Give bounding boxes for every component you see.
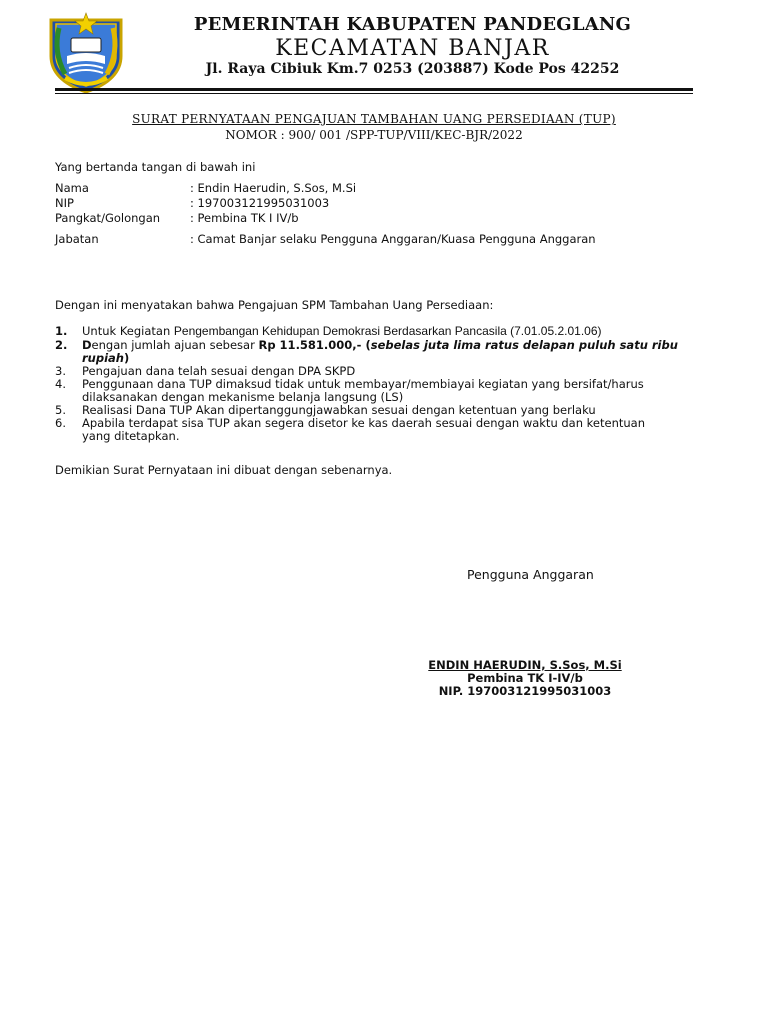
signature-name: ENDIN HAERUDIN, S.Sos, M.Si xyxy=(428,658,622,672)
field-value-pangkat: : Pembina TK I IV/b xyxy=(190,211,299,225)
item2-amount-words-line2: rupiah xyxy=(82,351,124,365)
letterhead-divider-thick xyxy=(55,88,693,91)
item5-text: Realisasi Dana TUP Akan dipertanggungjawabkan sesuai dengan ketentuan yang berlaku xyxy=(82,403,596,417)
closing-text: Demikian Surat Pernyataan ini dibuat dengan sebenarnya. xyxy=(55,463,393,477)
item2-amount: Rp 11.581.000,- xyxy=(258,338,362,352)
list-number: 1. xyxy=(55,324,68,338)
document-title: SURAT PERNYATAAN PENGAJUAN TAMBAHAN UANG PERSEDIAAN (TUP) xyxy=(132,112,616,126)
statement-text: Dengan ini menyatakan bahwa Pengajuan SPM Tambahan Uang Persediaan: xyxy=(55,298,494,312)
letterhead-divider-thin xyxy=(55,93,693,94)
item6-line2: yang ditetapkan. xyxy=(82,429,180,443)
item6-line1: Apabila terdapat sisa TUP akan segera disetor ke kas daerah sesuai dengan waktu dan ketentuan xyxy=(82,416,646,430)
field-label-jabatan: Jabatan xyxy=(55,232,99,246)
list-number: 3. xyxy=(55,364,66,378)
item1-prefix: Untuk Kegiatan xyxy=(82,324,174,338)
item4-line2: dilaksanakan dengan mekanisme belanja langsung (LS) xyxy=(82,390,404,404)
item2-paren-close: ) xyxy=(123,351,130,365)
regency-coat-of-arms-icon xyxy=(45,12,127,94)
item2-amount-words-line1: sebelas juta lima ratus delapan puluh satu ribu xyxy=(370,338,678,352)
letterhead-address: Jl. Raya Cibiuk Km.7 0253 (203887) Kode Pos 42252 xyxy=(205,61,620,77)
item4-line1: Penggunaan dana TUP dimaksud tidak untuk membayar/membiayai kegiatan yang bersifat/harus xyxy=(82,377,644,391)
list-number: 4. xyxy=(55,377,66,391)
field-value-nama: : Endin Haerudin, S.Sos, M.Si xyxy=(190,181,357,195)
list-number: 5. xyxy=(55,403,66,417)
list-number: 2. xyxy=(55,338,68,352)
field-label-pangkat: Pangkat/Golongan xyxy=(55,211,161,225)
item1-activity: Pengembangan Kehidupan Demokrasi Berdasarkan Pancasila (7.01.05.2.01.06) xyxy=(173,324,602,338)
signature-rank: Pembina TK I-IV/b xyxy=(467,671,583,685)
item2-first-letter: D xyxy=(82,338,92,352)
signature-nip: NIP. 197003121995031003 xyxy=(438,684,612,698)
list-number: 6. xyxy=(55,416,66,430)
field-value-nip: : 197003121995031003 xyxy=(190,196,330,210)
field-label-nama: Nama xyxy=(55,181,89,195)
item3-text: Pengajuan dana telah sesuai dengan DPA SKPD xyxy=(82,364,356,378)
field-value-jabatan: : Camat Banjar selaku Pengguna Anggaran/Kuasa Pengguna Anggaran xyxy=(190,232,596,246)
intro-text: Yang bertanda tangan di bawah ini xyxy=(55,160,256,174)
item2-paren-open: ( xyxy=(361,338,371,352)
field-label-nip: NIP xyxy=(55,196,74,210)
document-number: NOMOR : 900/ 001 /SPP-TUP/VIII/KEC-BJR/2022 xyxy=(225,128,523,142)
letterhead-government-name: PEMERINTAH KABUPATEN PANDEGLANG xyxy=(193,14,632,35)
signature-role: Pengguna Anggaran xyxy=(467,567,594,582)
item2-text: engan jumlah ajuan sebesar xyxy=(91,338,259,352)
letterhead-district-name: KECAMATAN BANJAR xyxy=(275,36,550,61)
